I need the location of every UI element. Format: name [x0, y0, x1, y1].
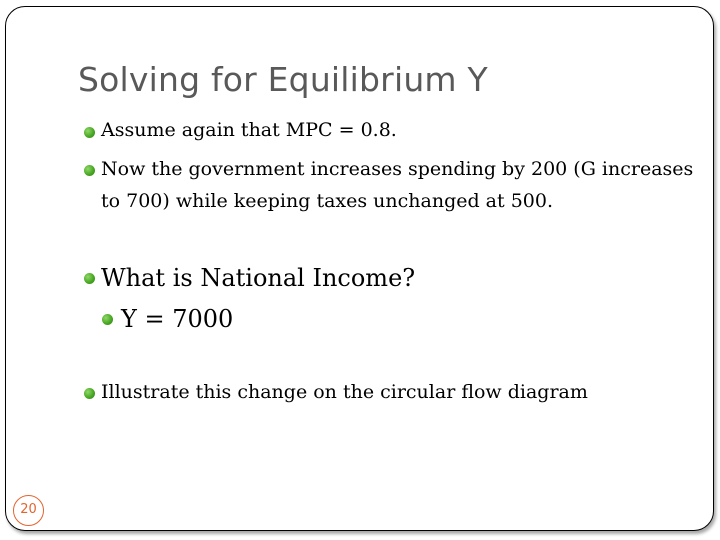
bullet-text: Illustrate this change on the circular flow diagram: [101, 381, 588, 403]
bullet-dot-icon: [84, 388, 95, 399]
bullet-text: Now the government increases spending by 200 (G increases: [101, 158, 694, 180]
answer-text: Y = 7000: [121, 305, 234, 333]
bullet-dot-icon: [84, 273, 95, 284]
bullet-text: Assume again that MPC = 0.8.: [101, 119, 397, 141]
bullet-dot-icon: [84, 127, 95, 138]
slide-title: Solving for Equilibrium Y: [78, 60, 488, 99]
bullet-text-continuation: to 700) while keeping taxes unchanged at 500.: [101, 190, 553, 212]
bullet-dot-icon: [84, 165, 95, 176]
sub-bullet-dot-icon: [102, 314, 113, 325]
slide-number-badge: 20: [13, 495, 44, 526]
bullet-text: What is National Income?: [101, 264, 416, 292]
